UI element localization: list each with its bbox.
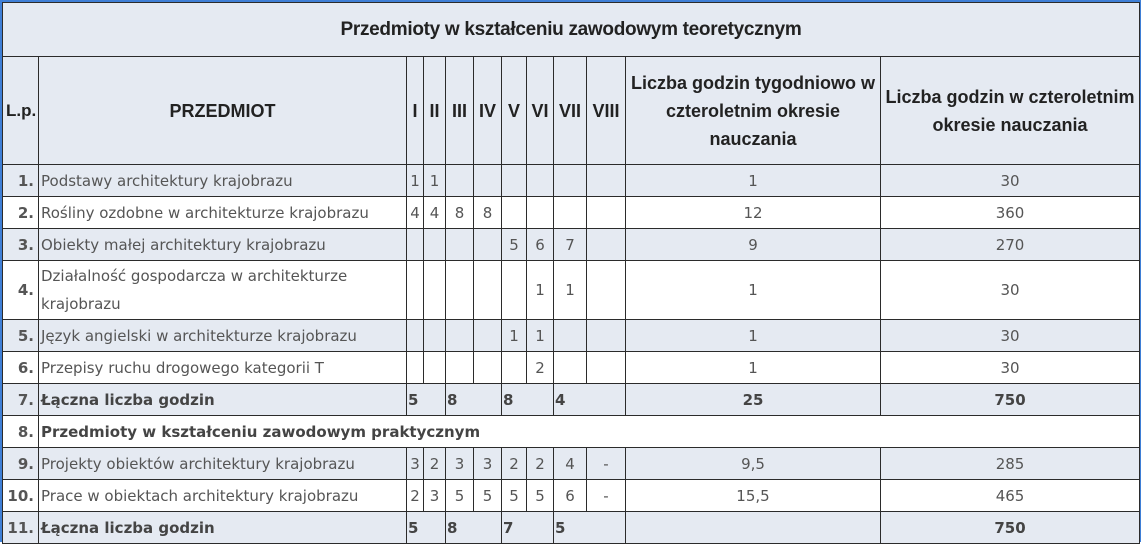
- row-subject: Projekty obiektów architektury krajobrazu: [39, 448, 407, 480]
- row-sem: [474, 261, 502, 320]
- row-sem: [587, 165, 626, 197]
- row-lp: 5.: [3, 320, 39, 352]
- row-sem: [554, 320, 587, 352]
- table-row: [3, 448, 1140, 480]
- row-weekly: 1: [626, 165, 881, 197]
- row-weekly: 15,5: [626, 480, 881, 512]
- row-sem: [587, 197, 626, 229]
- row-sem: 1: [527, 261, 554, 320]
- row-sem: [502, 261, 527, 320]
- row-subject: Obiekty małej architektury krajobrazu: [39, 229, 407, 261]
- sum-row: [3, 384, 1140, 416]
- year-sum-3: 8: [502, 384, 554, 416]
- row-sem: [587, 352, 626, 384]
- row-total: 30: [881, 352, 1140, 384]
- row-sem: [554, 165, 587, 197]
- table-row: [3, 352, 1140, 384]
- row-sem: 6: [554, 480, 587, 512]
- header-sem-7: VII: [554, 57, 587, 165]
- row-sem: 2: [527, 448, 554, 480]
- row-sem: 5: [446, 480, 474, 512]
- row-sem: [446, 261, 474, 320]
- row-total: 750: [881, 512, 1140, 544]
- row-sem: [407, 229, 424, 261]
- row-sem: [502, 352, 527, 384]
- header-sem-8: VIII: [587, 57, 626, 165]
- row-sem: [587, 229, 626, 261]
- row-sem: [474, 320, 502, 352]
- row-sem: [502, 197, 527, 229]
- row-weekly: [626, 512, 881, 544]
- row-sem: [407, 261, 424, 320]
- row-sem: [527, 197, 554, 229]
- row-sem: -: [587, 480, 626, 512]
- row-lp: 2.: [3, 197, 39, 229]
- table-row: [3, 197, 1140, 229]
- row-sem: 4: [407, 197, 424, 229]
- row-sem: [474, 165, 502, 197]
- year-sum-2: 8: [446, 512, 502, 544]
- row-sem: [446, 165, 474, 197]
- row-sem: 2: [424, 448, 446, 480]
- row-sem: 4: [424, 197, 446, 229]
- table-row: [3, 261, 1140, 320]
- header-row: [3, 57, 1140, 165]
- row-sem: 3: [424, 480, 446, 512]
- table-row: [3, 165, 1140, 197]
- row-total: 30: [881, 261, 1140, 320]
- row-sem: 1: [502, 320, 527, 352]
- row-sem: [502, 165, 527, 197]
- row-subject: Podstawy architektury krajobrazu: [39, 165, 407, 197]
- section-title: Przedmioty w kształceniu zawodowym praktycznym: [39, 416, 1140, 448]
- sum-row: [3, 512, 1140, 544]
- table-row: [3, 320, 1140, 352]
- row-sem: [527, 165, 554, 197]
- row-lp: 11.: [3, 512, 39, 544]
- year-sum-4: 5: [554, 512, 626, 544]
- row-weekly: 1: [626, 352, 881, 384]
- row-sem: [424, 261, 446, 320]
- row-sem: [446, 352, 474, 384]
- row-sem: [407, 352, 424, 384]
- row-weekly: 1: [626, 261, 881, 320]
- row-total: 750: [881, 384, 1140, 416]
- row-lp: 9.: [3, 448, 39, 480]
- row-sem: [554, 197, 587, 229]
- row-lp: 6.: [3, 352, 39, 384]
- row-sem: 3: [474, 448, 502, 480]
- year-sum-1: 5: [407, 384, 446, 416]
- row-sem: 4: [554, 448, 587, 480]
- year-sum-4: 4: [554, 384, 626, 416]
- row-sem: 1: [407, 165, 424, 197]
- header-sem-4: IV: [474, 57, 502, 165]
- header-sem-6: VI: [527, 57, 554, 165]
- row-subject: Przepisy ruchu drogowego kategorii T: [39, 352, 407, 384]
- subjects-table: [2, 2, 1140, 544]
- table-row: [3, 480, 1140, 512]
- header-weekly: Liczba godzin tygodniowo w czteroletnim okresie nauczania: [626, 57, 881, 165]
- year-sum-1: 5: [407, 512, 446, 544]
- row-weekly: 9,5: [626, 448, 881, 480]
- row-subject: Łączna liczba godzin: [39, 512, 407, 544]
- row-subject: Działalność gospodarcza w architekturze krajobrazu: [39, 261, 407, 320]
- row-total: 30: [881, 165, 1140, 197]
- row-sem: [587, 320, 626, 352]
- row-weekly: 12: [626, 197, 881, 229]
- row-sem: 8: [446, 197, 474, 229]
- row-sem: 1: [554, 261, 587, 320]
- row-sem: [474, 352, 502, 384]
- row-sem: [407, 320, 424, 352]
- row-total: 270: [881, 229, 1140, 261]
- row-sem: 3: [407, 448, 424, 480]
- table-title: Przedmioty w kształceniu zawodowym teoretycznym: [3, 3, 1140, 57]
- row-sem: -: [587, 448, 626, 480]
- row-sem: 7: [554, 229, 587, 261]
- row-sem: [446, 320, 474, 352]
- header-subject: PRZEDMIOT: [39, 57, 407, 165]
- row-weekly: 1: [626, 320, 881, 352]
- row-sem: 1: [527, 320, 554, 352]
- year-sum-3: 7: [502, 512, 554, 544]
- row-sem: [424, 352, 446, 384]
- row-total: 360: [881, 197, 1140, 229]
- row-sem: 2: [407, 480, 424, 512]
- row-sem: 5: [527, 480, 554, 512]
- row-sem: 2: [527, 352, 554, 384]
- row-sem: [424, 229, 446, 261]
- table-row: [3, 229, 1140, 261]
- row-sem: 3: [446, 448, 474, 480]
- row-sem: [474, 229, 502, 261]
- row-sem: 2: [502, 448, 527, 480]
- row-total: 285: [881, 448, 1140, 480]
- row-sem: 8: [474, 197, 502, 229]
- row-sem: 1: [424, 165, 446, 197]
- row-sem: [554, 352, 587, 384]
- row-lp: 1.: [3, 165, 39, 197]
- row-lp: 7.: [3, 384, 39, 416]
- row-weekly: 25: [626, 384, 881, 416]
- year-sum-2: 8: [446, 384, 502, 416]
- row-sem: 5: [502, 480, 527, 512]
- header-sem-1: I: [407, 57, 424, 165]
- row-sem: [446, 229, 474, 261]
- header-total: Liczba godzin w czteroletnim okresie nauczania: [881, 57, 1140, 165]
- row-subject: Język angielski w architekturze krajobrazu: [39, 320, 407, 352]
- header-lp: L.p.: [3, 57, 39, 165]
- row-lp: 4.: [3, 261, 39, 320]
- row-subject: Rośliny ozdobne w architekturze krajobrazu: [39, 197, 407, 229]
- row-subject: Prace w obiektach architektury krajobrazu: [39, 480, 407, 512]
- row-lp: 10.: [3, 480, 39, 512]
- row-total: 465: [881, 480, 1140, 512]
- section-row: [3, 416, 1140, 448]
- header-sem-3: III: [446, 57, 474, 165]
- header-sem-2: II: [424, 57, 446, 165]
- row-sem: 5: [502, 229, 527, 261]
- row-lp: 8.: [3, 416, 39, 448]
- row-sem: [587, 261, 626, 320]
- row-total: 30: [881, 320, 1140, 352]
- row-sem: 6: [527, 229, 554, 261]
- row-sem: [424, 320, 446, 352]
- header-sem-5: V: [502, 57, 527, 165]
- row-sem: 5: [474, 480, 502, 512]
- title-row: [3, 3, 1140, 57]
- row-weekly: 9: [626, 229, 881, 261]
- row-subject: Łączna liczba godzin: [39, 384, 407, 416]
- row-lp: 3.: [3, 229, 39, 261]
